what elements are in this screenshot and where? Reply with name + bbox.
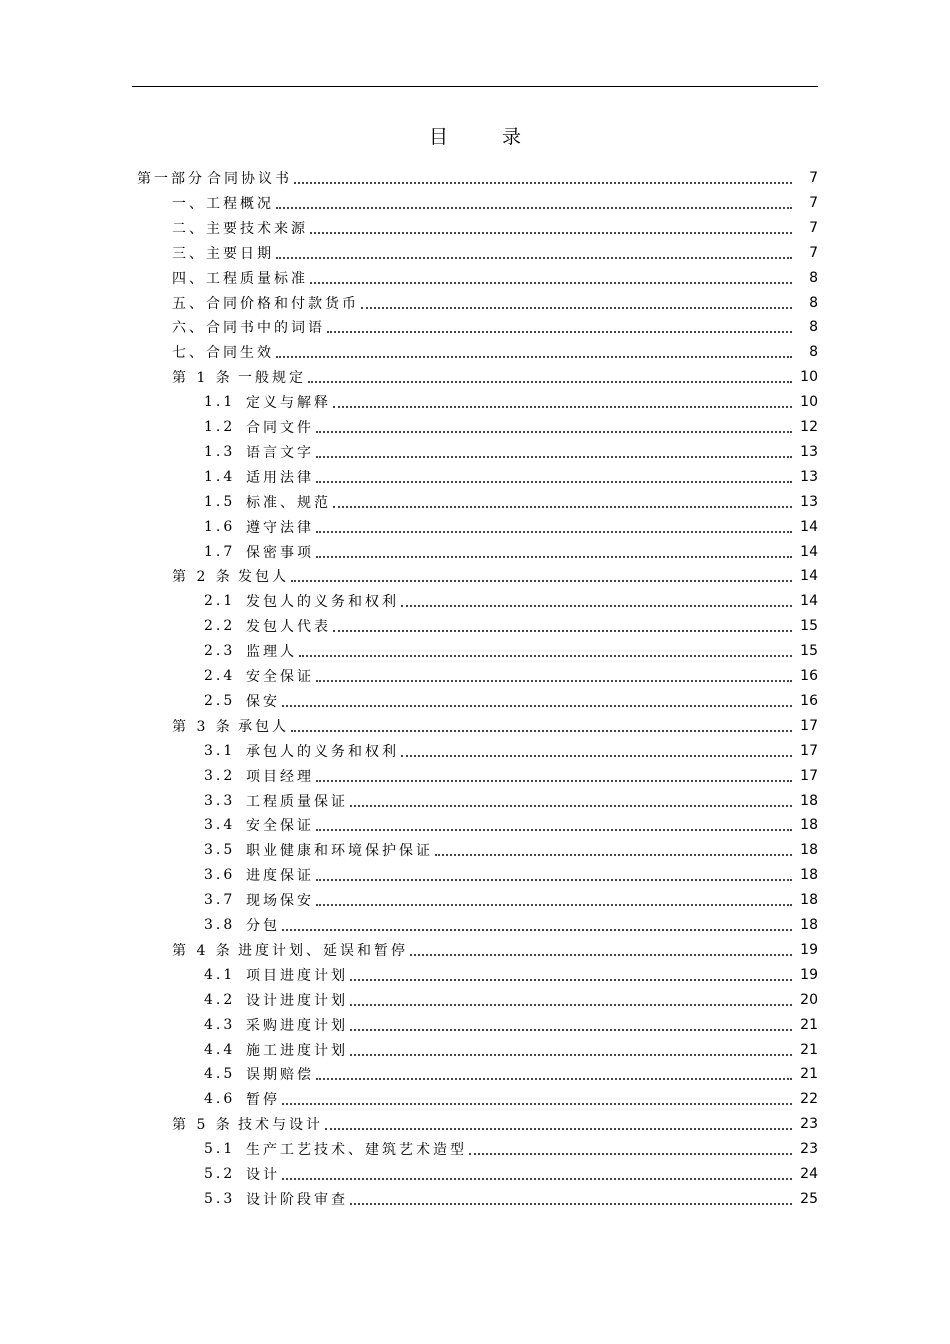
toc-entry-number: 3.7 [204,892,236,909]
toc-entry[interactable] [172,216,818,240]
toc-entry[interactable] [172,241,818,265]
toc-entry-number: 第 3 条 [172,718,233,735]
toc-entry-number: 2.4 [204,668,236,684]
toc-entry-label: 七、合同生效 [172,345,274,362]
toc-dot-leader [316,417,792,433]
toc-entry[interactable] [172,266,818,290]
toc-entry-label: 六、合同书中的词语 [172,320,325,337]
toc-entry-page-number: 14 [800,543,818,560]
toc-entry-number: 2.2 [204,618,236,635]
toc-entry-number: 4.2 [204,991,236,1008]
toc-entry[interactable] [204,838,818,862]
toc-entry-page-number: 7 [809,219,818,236]
toc-dot-leader [316,517,792,533]
toc-entry[interactable] [204,1038,818,1062]
toc-entry[interactable] [204,490,818,514]
toc-entry-number: 1.4 [204,468,236,485]
toc-entry-page-number: 18 [800,892,818,909]
toc-entry-page-number: 8 [809,319,818,336]
toc-entry[interactable] [204,1137,818,1161]
toc-entry-number: 5.1 [204,1141,236,1158]
toc-entry-label: 标准、规范 [246,494,331,511]
toc-entry-number: 3.1 [204,742,236,759]
toc-entry-page-number: 17 [800,767,818,784]
toc-entry-label: 技术与设计 [238,1117,323,1134]
toc-entry-label: 进度保证 [246,868,314,885]
toc-entry-label: 一般规定 [238,370,306,387]
toc-entry[interactable] [204,415,818,439]
toc-dot-leader [350,791,792,807]
toc-entry-page-number: 18 [800,792,818,809]
toc-entry-number: 第一部分 [137,171,205,187]
toc-entry-page-number: 16 [800,692,818,709]
toc-entry-page-number: 7 [809,244,818,261]
toc-entry[interactable] [204,863,818,887]
toc-entry-label: 发包人 [238,569,289,586]
toc-entry-label: 承包人 [238,718,289,735]
toc-dot-leader [282,1089,792,1105]
toc-entry-number: 5.3 [204,1190,236,1207]
toc-entry-page-number: 21 [800,1016,818,1033]
toc-entry-page-number: 16 [800,668,818,684]
toc-entry-page-number: 19 [800,966,818,983]
toc-entry-number: 4.3 [204,1016,236,1033]
toc-entry-label: 设计阶段审查 [246,1191,348,1208]
toc-dot-leader [316,442,792,458]
toc-entry-number: 2.5 [204,692,236,709]
toc-entry[interactable] [204,689,818,713]
toc-entry[interactable] [172,291,818,315]
toc-entry-page-number: 25 [800,1190,818,1207]
toc-dot-leader [327,317,792,333]
toc-dot-leader [294,168,792,184]
toc-entry-label: 合同协议书 [207,171,292,187]
toc-entry-page-number: 17 [800,742,818,759]
toc-entry[interactable] [204,664,818,688]
toc-dot-leader [350,990,792,1006]
toc-dot-leader [469,1139,792,1155]
toc-dot-leader [291,566,792,582]
toc-dot-leader [316,666,792,682]
toc-entry-page-number: 18 [800,867,818,884]
toc-entry[interactable] [204,789,818,813]
toc-dot-leader [325,1114,792,1130]
toc-entry-number: 1.5 [204,493,236,510]
toc-dot-leader [316,766,792,782]
toc-dot-leader [276,243,792,259]
toc-entry[interactable] [204,440,818,464]
toc-entry-number: 2.1 [204,593,236,610]
toc-dot-leader [310,268,792,284]
toc-entry-label: 四、工程质量标准 [172,270,308,287]
toc-dot-leader [350,1015,792,1031]
toc-entry-page-number: 18 [800,842,818,859]
toc-entry-page-number: 8 [809,344,818,361]
toc-entry[interactable] [204,465,818,489]
toc-entry-page-number: 15 [800,643,818,660]
toc-dot-leader [316,890,792,906]
toc-entry-label: 二、主要技术来源 [172,220,308,237]
toc-entry-page-number: 17 [800,717,818,734]
toc-entry[interactable] [204,639,818,663]
toc-entry[interactable] [204,614,818,638]
toc-entry[interactable] [204,1087,818,1111]
toc-entry-label: 项目进度计划 [246,967,348,984]
toc-dot-leader [350,965,792,981]
toc-entry[interactable] [172,1112,818,1136]
toc-entry[interactable] [204,888,818,912]
toc-dot-leader [310,218,792,234]
toc-entry-page-number: 23 [800,1116,818,1133]
toc-entry[interactable] [172,315,818,339]
toc-entry-page-number: 10 [800,369,818,386]
toc-entry-label: 监理人 [246,644,297,661]
toc-entry-label: 设计 [246,1167,280,1183]
toc-entry-number: 1.1 [204,394,236,411]
toc-entry-number: 1.3 [204,443,236,460]
toc-entry-number: 3.6 [204,867,236,884]
toc-entry-label: 三、主要日期 [172,245,274,262]
toc-entry-label: 项目经理 [246,768,314,785]
toc-dot-leader [282,691,792,707]
toc-entry[interactable] [204,589,818,613]
toc-entry[interactable] [172,564,818,588]
toc-dot-leader [316,467,792,483]
toc-entry-page-number: 15 [800,618,818,635]
toc-entry-number: 第 4 条 [172,942,233,959]
toc-entry-page-number: 7 [809,170,818,186]
toc-entry-number: 4.5 [204,1066,236,1083]
toc-entry[interactable] [204,1187,818,1211]
toc-entry-label: 设计进度计划 [246,992,348,1009]
toc-entry-number: 4.6 [204,1091,236,1108]
toc-entry[interactable] [204,515,818,539]
toc-entry-label: 发包人的义务和权利 [246,594,399,611]
toc-entry-number: 1.7 [204,543,236,560]
toc-entry-page-number: 10 [800,394,818,411]
toc-title: 目 录 [428,126,546,148]
toc-entry[interactable] [204,988,818,1012]
toc-dot-leader [350,1040,792,1056]
toc-entry[interactable] [204,1162,818,1186]
toc-entry-number: 4.4 [204,1041,236,1058]
toc-entry-page-number: 8 [809,294,818,311]
toc-dot-leader [282,1164,792,1180]
toc-entry-page-number: 12 [800,419,818,435]
header-rule [132,86,818,87]
toc-entry-label: 生产工艺技术、建筑艺术造型 [246,1142,467,1159]
toc-dot-leader [401,741,792,757]
toc-entry-label: 发包人代表 [246,619,331,636]
toc-entry-number: 第 2 条 [172,569,233,586]
toc-dot-leader [308,367,792,383]
toc-entry-number: 1.2 [204,419,236,435]
toc-entry-number: 3.4 [204,817,236,834]
toc-entry[interactable] [204,739,818,763]
toc-entry-page-number: 14 [800,518,818,535]
toc-entry-page-number: 19 [800,941,818,958]
toc-entry-number: 2.3 [204,643,236,660]
toc-entry-label: 合同文件 [246,420,314,436]
toc-dot-leader [401,591,792,607]
toc-entry-page-number: 18 [800,917,818,933]
toc-entry-label: 采购进度计划 [246,1017,348,1034]
toc-entry-label: 职业健康和环境保护保证 [246,843,433,860]
toc-entry-page-number: 20 [800,991,818,1008]
toc-entry-page-number: 18 [800,817,818,834]
toc-dot-leader [316,815,792,831]
toc-entry-page-number: 13 [800,493,818,510]
toc-entry-page-number: 7 [809,194,818,211]
toc-entry-page-number: 14 [800,593,818,610]
toc-entry-label: 适用法律 [246,469,314,486]
toc-entry-number: 4.1 [204,966,236,983]
toc-dot-leader [361,293,792,309]
toc-entry-label: 暂停 [246,1092,280,1109]
toc-dot-leader [299,641,792,657]
toc-entry-page-number: 24 [800,1166,818,1182]
toc-entry-number: 第 5 条 [172,1117,233,1134]
toc-dot-leader [333,392,792,408]
toc-dot-leader [282,915,792,931]
toc-dot-leader [316,1064,792,1080]
toc-entry-page-number: 22 [800,1091,818,1108]
toc-entry[interactable] [204,913,818,937]
toc-entry-label: 现场保安 [246,893,314,910]
toc-entry-number: 5.2 [204,1166,236,1182]
toc-dot-leader [333,616,792,632]
toc-entry[interactable] [204,1013,818,1037]
toc-entry-label: 施工进度计划 [246,1042,348,1059]
toc-entry-label: 保密事项 [246,544,314,561]
toc-entry-number: 3.2 [204,767,236,784]
toc-entry[interactable] [137,166,818,190]
toc-entry[interactable] [172,365,818,389]
toc-entry-label: 分包 [246,918,280,934]
toc-entry-page-number: 14 [800,568,818,585]
toc-entry-label: 语言文字 [246,444,314,461]
toc-entry-label: 安全保证 [246,669,314,685]
toc-entry-label: 保安 [246,693,280,710]
toc-dot-leader [435,840,792,856]
toc-entry-label: 误期赔偿 [246,1067,314,1084]
toc-entry-label: 一、工程概况 [172,195,274,212]
toc-entry-label: 五、合同价格和付款货币 [172,295,359,312]
toc-dot-leader [316,542,792,558]
toc-dot-leader [333,492,792,508]
toc-entry-label: 遵守法律 [246,519,314,536]
toc-dot-leader [276,193,792,209]
toc-entry-page-number: 13 [800,443,818,460]
toc-entry-number: 3.5 [204,842,236,859]
toc-entry-number: 3.8 [204,917,236,933]
toc-entry[interactable] [204,390,818,414]
toc-entry-page-number: 23 [800,1141,818,1158]
toc-entry-number: 1.6 [204,518,236,535]
toc-entry[interactable] [172,938,818,962]
toc-entry-label: 承包人的义务和权利 [246,743,399,760]
toc-dot-leader [350,1189,792,1205]
toc-entry-page-number: 21 [800,1066,818,1083]
toc-entry-page-number: 21 [800,1041,818,1058]
toc-entry-label: 工程质量保证 [246,793,348,810]
toc-entry[interactable] [204,813,818,837]
toc-entry-number: 3.3 [204,792,236,809]
toc-entry[interactable] [172,340,818,364]
toc-dot-leader [316,865,792,881]
toc-entry[interactable] [204,540,818,564]
toc-entry[interactable] [204,963,818,987]
toc-entry-label: 定义与解释 [246,395,331,412]
toc-entry-number: 第 1 条 [172,370,233,387]
toc-dot-leader [291,716,792,732]
toc-entry[interactable] [204,1062,818,1086]
toc-entry-page-number: 13 [800,468,818,485]
toc-entry[interactable] [172,191,818,215]
toc-entry-label: 安全保证 [246,818,314,835]
toc-entry[interactable] [172,714,818,738]
toc-entry-page-number: 8 [809,269,818,286]
toc-entry-label: 进度计划、延误和暂停 [238,942,408,959]
toc-dot-leader [276,342,792,358]
toc-dot-leader [410,940,792,956]
toc-entry[interactable] [204,764,818,788]
